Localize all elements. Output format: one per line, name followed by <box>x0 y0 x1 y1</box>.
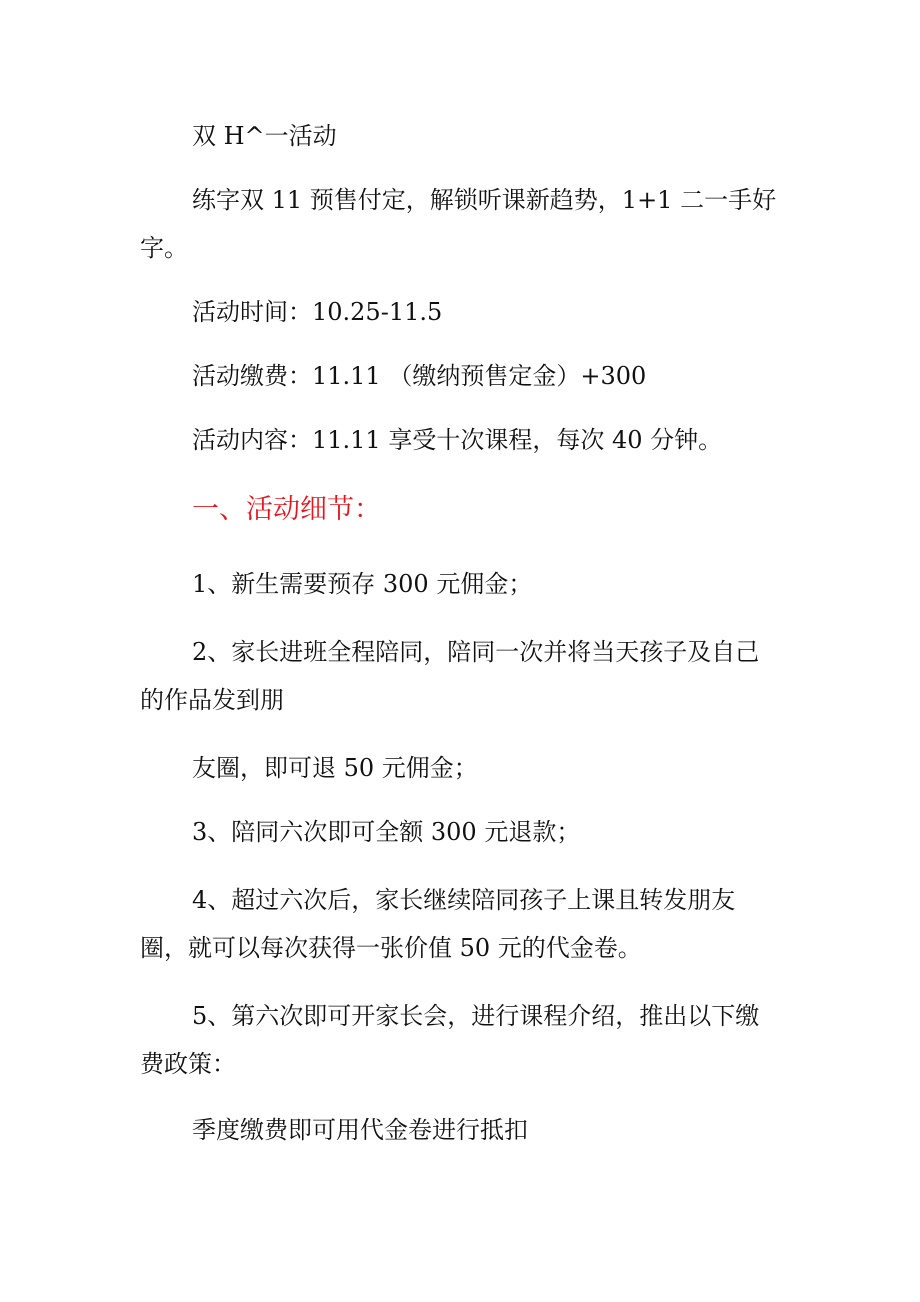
detail-item-2-continued: 友圈，即可退 50 元佣金； <box>192 754 478 782</box>
detail-item-4: 4、超过六次后，家长继续陪同孩子上课且转发朋友圈，就可以每次获得一张价值 50 元的代金卷。 <box>140 886 736 962</box>
detail-item-3: 3、陪同六次即可全额 300 元退款； <box>192 818 581 846</box>
detail-item-5: 5、第六次即可开家长会，进行课程介绍，推出以下缴费政策： <box>140 1002 760 1078</box>
detail-item-2: 2、家长进班全程陪同，陪同一次并将当天孩子及自己的作品发到朋 <box>140 638 760 714</box>
activity-content: 活动内容：11.11 享受十次课程，每次 40 分钟。 <box>192 426 723 454</box>
intro-paragraph: 练字双 11 预售付定，解锁听课新趋势，1+1 二一手好字。 <box>140 186 777 262</box>
fee-policy-note: 季度缴费即可用代金卷进行抵扣 <box>192 1116 528 1144</box>
activity-time: 活动时间：10.25-11.5 <box>192 298 443 326</box>
document-title: 双 H^一活动 <box>192 122 337 150</box>
section-heading: 一、活动细节： <box>192 494 381 525</box>
detail-item-1: 1、新生需要预存 300 元佣金； <box>192 570 533 598</box>
activity-fee: 活动缴费：11.11 （缴纳预售定金）+300 <box>192 362 647 390</box>
